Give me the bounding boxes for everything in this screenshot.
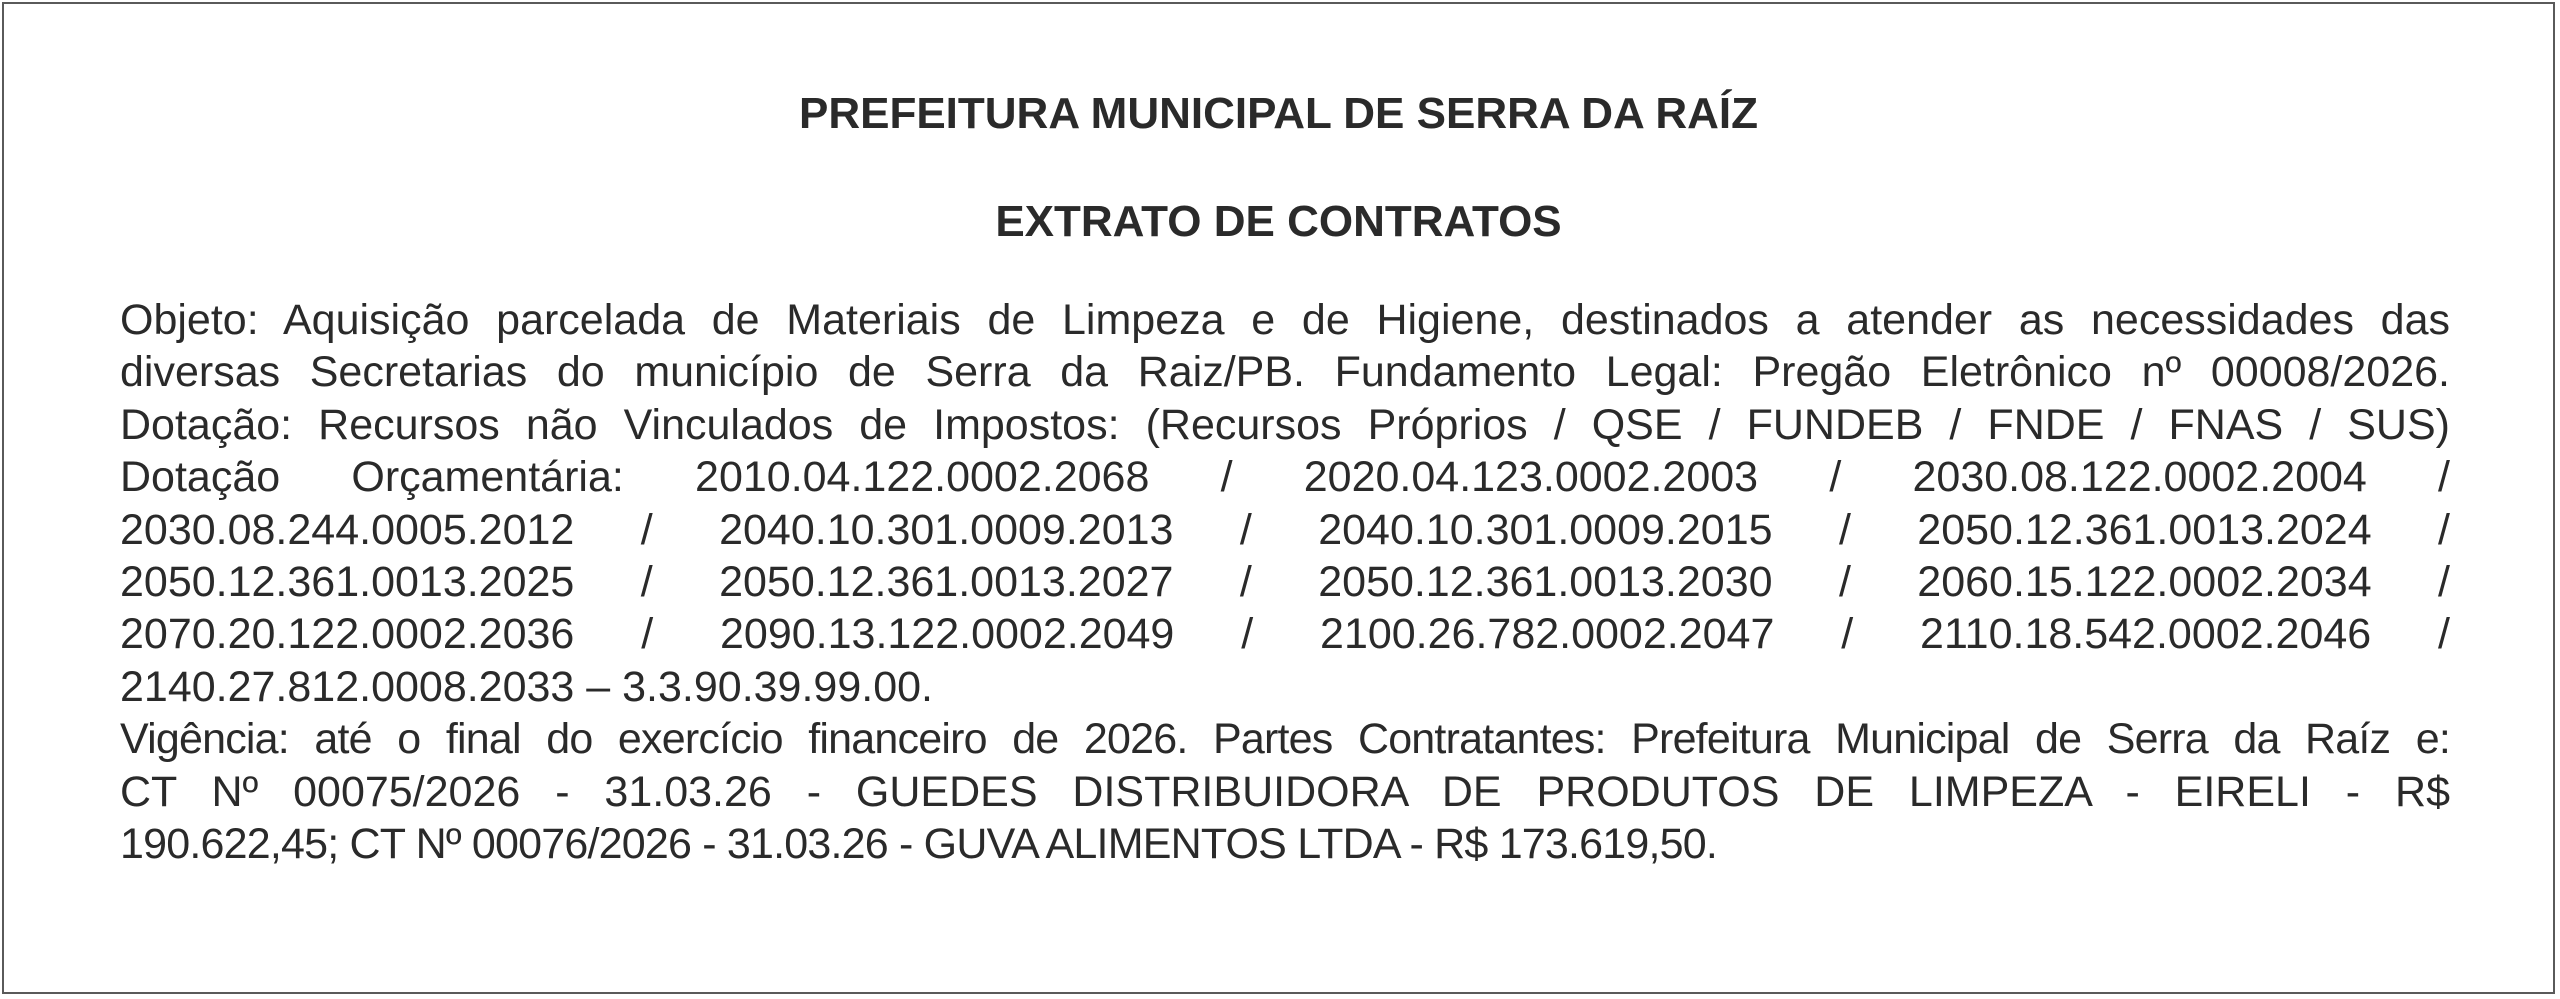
body-line-budget-2: 2030.08.244.0005.2012 / 2040.10.301.0009.2013 / 2040.10.301.0009.2015 / 2050.12.361.0013.2024 /	[120, 505, 2450, 554]
body-line-budget-4: 2070.20.122.0002.2036 / 2090.13.122.0002.2049 / 2100.26.782.0002.2047 / 2110.18.542.0002.2046 /	[120, 610, 2450, 659]
body-line-budget-5: 2140.27.812.0008.2033 – 3.3.90.39.99.00.	[120, 662, 933, 711]
notice-title: EXTRATO DE CONTRATOS	[995, 197, 1562, 246]
notice-frame	[2, 2, 2555, 994]
body-line-legal-basis: diversas Secretarias do município de Serra da Raiz/PB. Fundamento Legal: Pregão Eletrônico nº 00008/2026.	[120, 348, 2450, 397]
notice-body	[120, 294, 2450, 870]
body-line-object: Objeto: Aquisição parcelada de Materiais de Limpeza e de Higiene, destinados a atender as necessidades das	[120, 296, 2450, 344]
body-line-funding: Dotação: Recursos não Vinculados de Impostos: (Recursos Próprios / QSE / FUNDEB / FNDE / FNAS / SUS)	[120, 400, 2450, 449]
body-line-contract-1: CT Nº 00075/2026 - 31.03.26 - GUEDES DISTRIBUIDORA DE PRODUTOS DE LIMPEZA - EIRELI - R$	[120, 767, 2450, 816]
municipality-header: PREFEITURA MUNICIPAL DE SERRA DA RAÍZ	[798, 89, 1759, 138]
body-line-contract-2: 190.622,45; CT Nº 00076/2026 - 31.03.26 - GUVA ALIMENTOS LTDA - R$ 173.619,50.	[120, 819, 1718, 868]
body-line-budget-3: 2050.12.361.0013.2025 / 2050.12.361.0013.2027 / 2050.12.361.0013.2030 / 2060.15.122.0002.2034 /	[120, 557, 2450, 606]
body-line-budget-1: Dotação Orçamentária: 2010.04.122.0002.2068 / 2020.04.123.0002.2003 / 2030.08.122.0002.2004 /	[120, 453, 2450, 502]
body-line-validity: Vigência: até o final do exercício financeiro de 2026. Partes Contratantes: Prefeitura Municipal de Serra da Raíz e:	[120, 715, 2450, 764]
